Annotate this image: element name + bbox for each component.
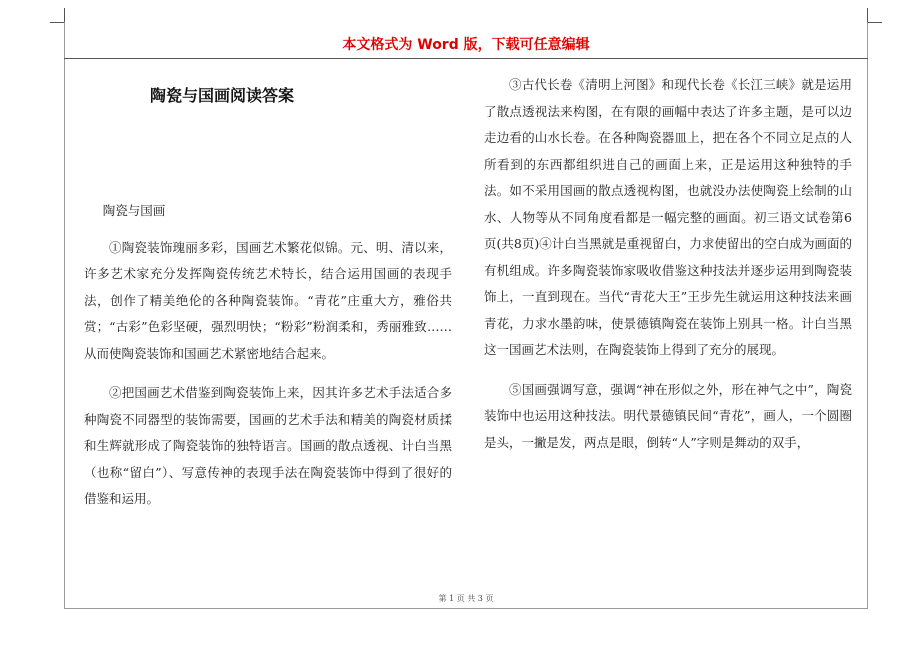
crop-mark [868,22,882,23]
page-frame-bottom [64,608,868,609]
crop-mark [867,8,868,22]
paragraph-1: ①陶瓷装饰瑰丽多彩，国画艺术繁花似锦。元、明、清以来，许多艺术家充分发挥陶瓷传统艺术特长，结合运用国画的表现手法，创作了精美绝伦的各种陶瓷装饰。“青花”庄重大方，雅俗共赏；“古彩”色彩坚硬，强烈明快；“粉彩”粉润柔和，秀丽雅致……从而使陶瓷装饰和国画艺术紧密地结合起来。 [84,239,452,361]
crop-mark [64,8,65,22]
paragraph-2: ②把国画艺术借鉴到陶瓷装饰上来，因其许多艺术手法适合多种陶瓷不同器型的装饰需要，国画的艺术手法和精美的陶瓷材质揉和生辉就形成了陶瓷装饰的独特语言。国画的散点透视、计白当黑（也称“留白”）、写意传神的表现手法在陶瓷装饰中得到了很好的借鉴和运用。 [84,385,452,506]
download-banner: 本文格式为 Word 版，下载可任意编辑 [342,37,590,53]
paragraph-3-4: ③古代长卷《清明上河图》和现代长卷《长江三峡》就是运用了散点透视法来构图，在有限的画幅中表达了许多主题，是可以边走边看的山水长卷。在各种陶瓷器皿上，把在各个不同立足点的人所看到的东西都组织进自己的画面上来，正是运用这种独特的手法。如不采用国画的散点透视构图，也就没办法使陶瓷上绘制的山水、人物等从不同角度看都是一幅完整的画面。初三语文试卷第6页(共8页)④计白当黑就是重视留白，力求使留出的空白成为画面的有机组成。许多陶瓷装饰家吸收借鉴这种技法并逐步运用到陶瓷装饰上，一直到现在。当代“青花大王”王步先生就运用这种技法来画青花，力求水墨韵味，使景德镇陶瓷在装饰上别具一格。计白当黑这一国画艺术法则，在陶瓷装饰上得到了充分的展现。 [484,77,852,357]
page-number: 第 1 页 共 3 页 [438,594,494,603]
document-title: 陶瓷与国画阅读答案 [150,86,295,105]
page-frame-right [867,22,868,608]
banner-divider [64,58,868,59]
crop-mark [50,22,64,23]
paragraph-5: ⑤国画强调写意，强调“神在形似之外，形在神气之中”，陶瓷装饰中也运用这种技法。明代景德镇民间“青花”，画人，一个圆圈是头，一撇是发，两点是眼，倒转“人”字则是舞动的双手， [484,381,852,450]
page-frame-left [64,22,65,608]
article-subtitle: 陶瓷与国画 [102,203,166,218]
left-column [84,198,452,526]
right-column [484,72,852,469]
